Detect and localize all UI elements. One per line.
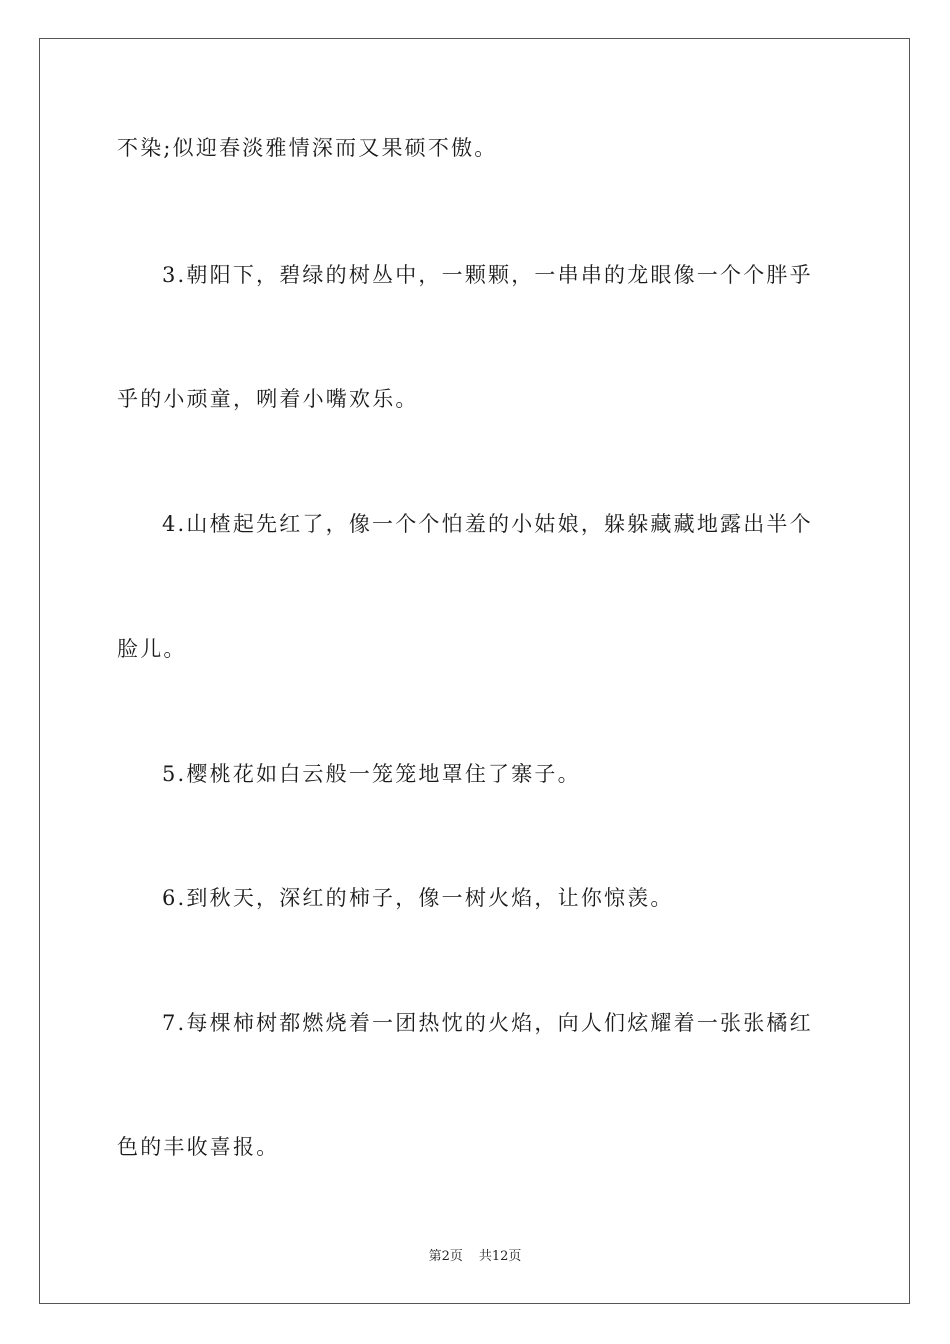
page-total: 共12页 — [478, 1249, 522, 1264]
text-line: 乎的小顽童，咧着小嘴欢乐。 — [117, 387, 419, 411]
text-line: 3.朝阳下，碧绿的树丛中，一颗颗，一串串的龙眼像一个个胖乎 — [162, 263, 813, 287]
text-line: 不染;似迎春淡雅情深而又果硕不傲。 — [117, 136, 498, 160]
text-line: 5.樱桃花如白云般一笼笼地罩住了寨子。 — [162, 762, 581, 786]
text-line: 脸儿。 — [117, 637, 187, 661]
page-number: 第2页 — [428, 1249, 463, 1264]
text-line: 4.山楂起先红了，像一个个怕羞的小姑娘，躲躲藏藏地露出半个 — [162, 512, 813, 536]
text-line: 6.到秋天，深红的柿子，像一树火焰，让你惊羡。 — [162, 886, 674, 910]
page-footer — [0, 1249, 950, 1265]
page-frame — [39, 38, 910, 1304]
text-line: 7.每棵柿树都燃烧着一团热忱的火焰，向人们炫耀着一张张橘红 — [162, 1011, 813, 1035]
text-line: 色的丰收喜报。 — [117, 1135, 280, 1159]
